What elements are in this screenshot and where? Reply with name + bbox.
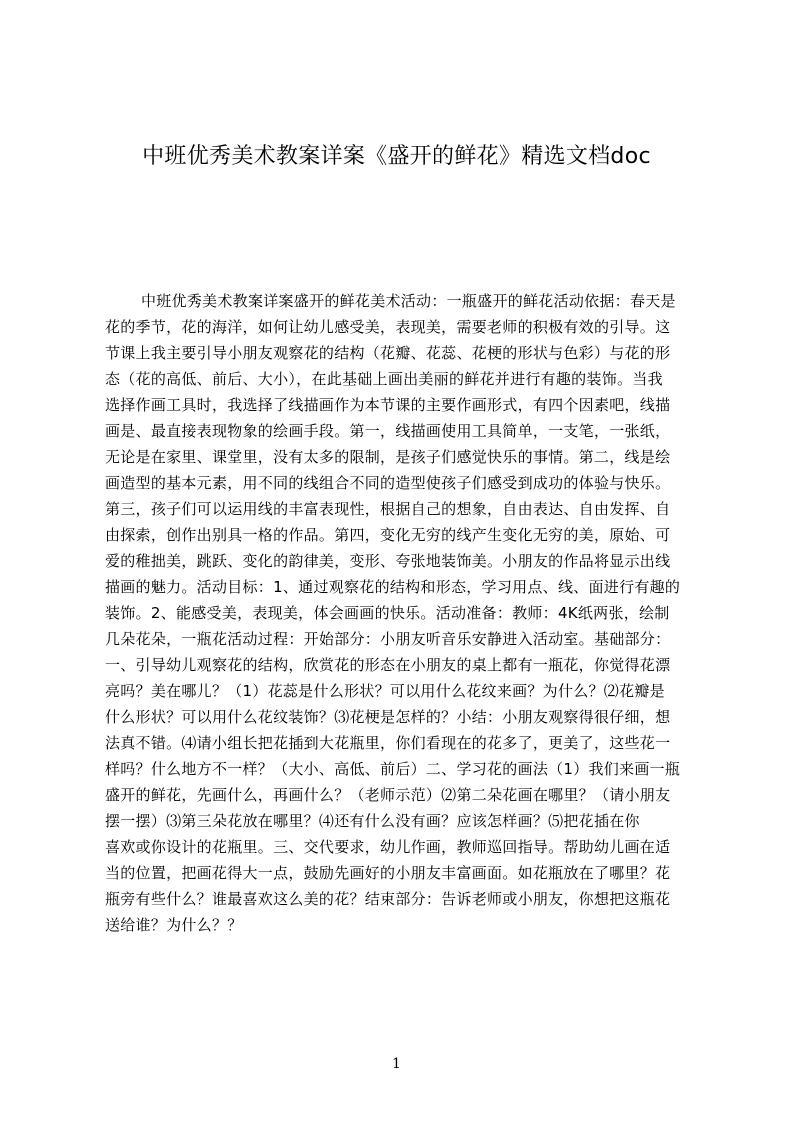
body-line: 第三，孩子们可以运用线的丰富表现性，根据自己的想象，自由表达、自由发挥、自 xyxy=(105,500,671,518)
body-line: 装饰。2、能感受美，表现美，体会画画的快乐。活动准备：教师：4K纸两张，绘制 xyxy=(105,604,670,622)
body-line: 什么形状？可以用什么花纹装饰？⑶花梗是怎样的？小结：小朋友观察得很仔细，想 xyxy=(105,708,671,726)
body-line: 花的季节，花的海洋，如何让幼儿感受美，表现美，需要老师的积极有效的引导。这 xyxy=(105,318,671,336)
document-body xyxy=(105,288,697,958)
body-line: 由探索，创作出别具一格的作品。第四，变化无穷的线产生变化无穷的美，原始、可 xyxy=(105,526,671,544)
body-line: 亮吗？美在哪儿？（1）花蕊是什么形状？可以用什么花纹来画？为什么？⑵花瓣是 xyxy=(105,682,665,700)
body-line: 法真不错。⑷请小组长把花插到大花瓶里，你们看现在的花多了，更美了，这些花一 xyxy=(105,734,671,752)
body-line: 画造型的基本元素，用不同的线组合不同的造型使孩子们感受到成功的体验与快乐。 xyxy=(105,474,671,492)
body-line: 样吗？什么地方不一样？（大小、高低、前后）二、学习花的画法（1）我们来画一瓶 xyxy=(105,760,681,778)
body-line: 瓶旁有些什么？谁最喜欢这么美的花？结束部分：告诉老师或小朋友，你想把这瓶花 xyxy=(105,890,671,908)
body-line: 画是、最直接表现物象的绘画手段。第一，线描画使用工具简单，一支笔，一张纸， xyxy=(105,422,671,440)
body-line: 中班优秀美术教案详案盛开的鲜花美术活动：一瓶盛开的鲜花活动依据：春天是 xyxy=(141,292,676,310)
body-line: 节课上我主要引导小朋友观察花的结构（花瓣、花蕊、花梗的形状与色彩）与花的形 xyxy=(105,344,671,362)
body-line: 选择作画工具时，我选择了线描画作为本节课的主要作画形式，有四个因素吧，线描 xyxy=(105,396,671,414)
body-line: 一、引导幼儿观察花的结构，欣赏花的形态在小朋友的桌上都有一瓶花，你觉得花漂 xyxy=(105,656,671,674)
body-line: 态（花的高低、前后、大小），在此基础上画出美丽的鲜花并进行有趣的装饰。当我 xyxy=(105,370,663,388)
body-line: 摆一摆）⑶第三朵花放在哪里？⑷还有什么没有画？应该怎样画？⑸把花插在你 xyxy=(105,812,640,830)
body-line: 无论是在家里、课堂里，没有太多的限制，是孩子们感觉快乐的事情。第二，线是绘 xyxy=(105,448,671,466)
body-line: 喜欢或你设计的花瓶里。三、交代要求，幼儿作画，教师巡回指导。帮助幼儿画在适 xyxy=(105,838,671,856)
page-number: 1 xyxy=(392,1056,401,1072)
body-line: 几朵花朵，一瓶花活动过程：开始部分：小朋友听音乐安静进入活动室。基础部分： xyxy=(105,630,671,648)
body-line: 描画的魅力。活动目标：1、通过观察花的结构和形态，学习用点、线、面进行有趣的 xyxy=(105,578,681,596)
body-line: 送给谁？为什么？？ xyxy=(105,916,243,934)
body-line: 当的位置，把画花得大一点，鼓励先画好的小朋友丰富画面。如花瓶放在了哪里？花 xyxy=(105,864,671,882)
body-line: 爱的稚拙美，跳跃、变化的韵律美，变形、夸张地装饰美。小朋友的作品将显示出线 xyxy=(105,552,671,570)
body-line: 盛开的鲜花，先画什么，再画什么？（老师示范）⑵第二朵花画在哪里？（请小朋友 xyxy=(105,786,671,804)
document-title: 中班优秀美术教案详案《盛开的鲜花》精选文档doc xyxy=(142,144,651,169)
